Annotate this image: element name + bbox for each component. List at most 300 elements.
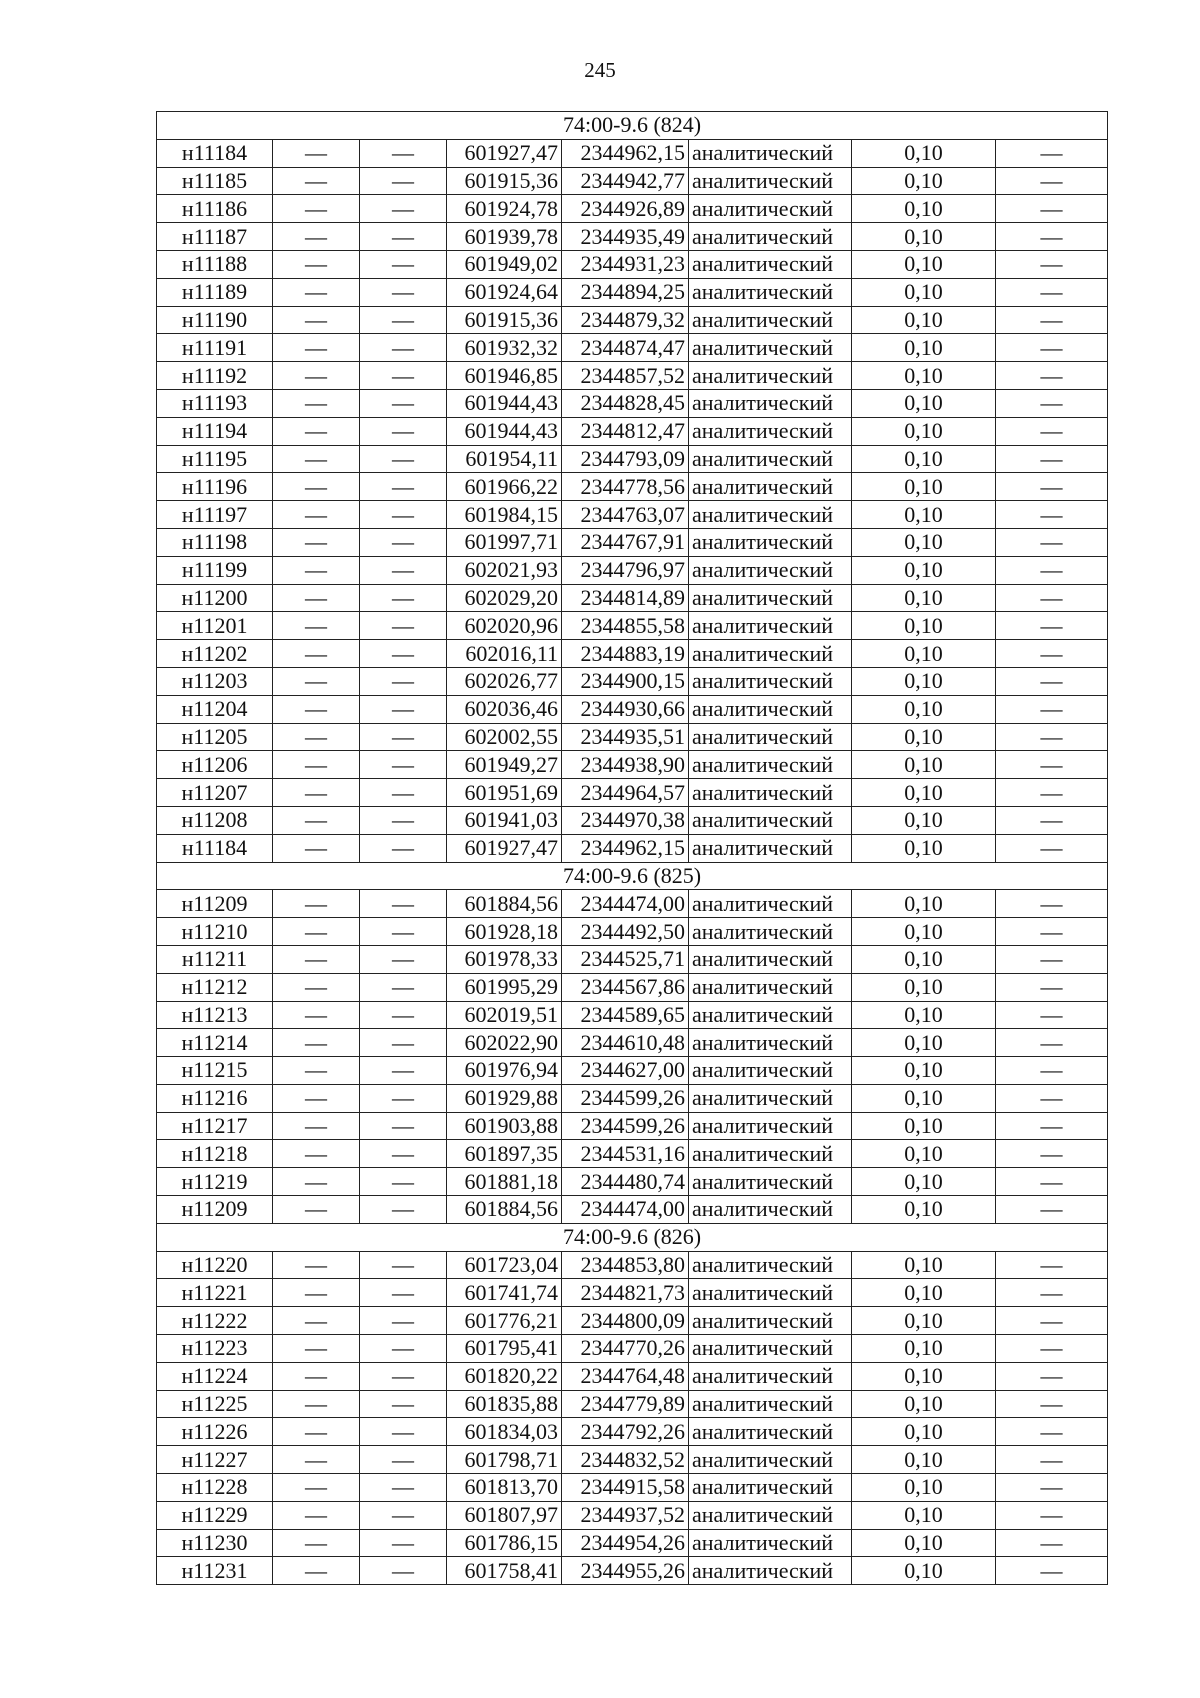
description-cell: — [996,779,1108,807]
point-name-cell: н11198 [157,528,273,556]
old-y-cell: — [360,640,447,668]
point-name-cell: н11190 [157,306,273,334]
table-row [157,1168,1108,1196]
accuracy-cell: 0,10 [852,1557,996,1585]
y-coordinate-cell: 2344935,51 [562,723,689,751]
old-x-cell: — [273,501,360,529]
x-coordinate-cell: 601834,03 [447,1418,562,1446]
old-x-cell: — [273,667,360,695]
old-y-cell: — [360,806,447,834]
old-x-cell: — [273,1362,360,1390]
method-cell: аналитический [689,1029,852,1057]
old-x-cell: — [273,1557,360,1585]
point-name-cell: н11207 [157,779,273,807]
table-row [157,417,1108,445]
table-row [157,640,1108,668]
method-cell: аналитический [689,1084,852,1112]
old-y-cell: — [360,1251,447,1279]
x-coordinate-cell: 601995,29 [447,973,562,1001]
x-coordinate-cell: 601897,35 [447,1140,562,1168]
table-row [157,945,1108,973]
point-name-cell: н11199 [157,556,273,584]
accuracy-cell: 0,10 [852,223,996,251]
y-coordinate-cell: 2344796,97 [562,556,689,584]
description-cell: — [996,362,1108,390]
x-coordinate-cell: 601929,88 [447,1084,562,1112]
x-coordinate-cell: 601835,88 [447,1390,562,1418]
y-coordinate-cell: 2344474,00 [562,1196,689,1224]
old-x-cell: — [273,1390,360,1418]
table-row [157,1112,1108,1140]
old-y-cell: — [360,779,447,807]
old-y-cell: — [360,167,447,195]
old-y-cell: — [360,1529,447,1557]
x-coordinate-cell: 601795,41 [447,1335,562,1363]
y-coordinate-cell: 2344492,50 [562,918,689,946]
old-x-cell: — [273,167,360,195]
old-x-cell: — [273,918,360,946]
old-y-cell: — [360,1112,447,1140]
table-row [157,1196,1108,1224]
y-coordinate-cell: 2344793,09 [562,445,689,473]
x-coordinate-cell: 601884,56 [447,1196,562,1224]
old-y-cell: — [360,1057,447,1085]
x-coordinate-cell: 602036,46 [447,695,562,723]
method-cell: аналитический [689,528,852,556]
point-name-cell: н11230 [157,1529,273,1557]
table-row [157,1140,1108,1168]
x-coordinate-cell: 601944,43 [447,389,562,417]
point-name-cell: н11209 [157,890,273,918]
old-y-cell: — [360,417,447,445]
point-name-cell: н11228 [157,1474,273,1502]
old-x-cell: — [273,612,360,640]
old-y-cell: — [360,890,447,918]
old-x-cell: — [273,278,360,306]
method-cell: аналитический [689,584,852,612]
description-cell: — [996,945,1108,973]
x-coordinate-cell: 601984,15 [447,501,562,529]
accuracy-cell: 0,10 [852,890,996,918]
accuracy-cell: 0,10 [852,640,996,668]
accuracy-cell: 0,10 [852,973,996,1001]
point-name-cell: н11206 [157,751,273,779]
method-cell: аналитический [689,1501,852,1529]
accuracy-cell: 0,10 [852,1279,996,1307]
y-coordinate-cell: 2344767,91 [562,528,689,556]
y-coordinate-cell: 2344894,25 [562,278,689,306]
point-name-cell: н11192 [157,362,273,390]
table-row [157,334,1108,362]
y-coordinate-cell: 2344926,89 [562,195,689,223]
point-name-cell: н11191 [157,334,273,362]
description-cell: — [996,334,1108,362]
method-cell: аналитический [689,417,852,445]
accuracy-cell: 0,10 [852,806,996,834]
x-coordinate-cell: 601884,56 [447,890,562,918]
y-coordinate-cell: 2344954,26 [562,1529,689,1557]
table-row [157,1057,1108,1085]
table-row [157,667,1108,695]
y-coordinate-cell: 2344480,74 [562,1168,689,1196]
x-coordinate-cell: 601881,18 [447,1168,562,1196]
accuracy-cell: 0,10 [852,584,996,612]
description-cell: — [996,1474,1108,1502]
y-coordinate-cell: 2344942,77 [562,167,689,195]
accuracy-cell: 0,10 [852,918,996,946]
accuracy-cell: 0,10 [852,1168,996,1196]
method-cell: аналитический [689,223,852,251]
x-coordinate-cell: 602019,51 [447,1001,562,1029]
accuracy-cell: 0,10 [852,1307,996,1335]
y-coordinate-cell: 2344828,45 [562,389,689,417]
table-row [157,501,1108,529]
method-cell: аналитический [689,334,852,362]
point-name-cell: н11227 [157,1446,273,1474]
y-coordinate-cell: 2344531,16 [562,1140,689,1168]
method-cell: аналитический [689,723,852,751]
description-cell: — [996,918,1108,946]
old-x-cell: — [273,389,360,417]
coordinates-table [156,111,1108,1585]
table-row [157,223,1108,251]
accuracy-cell: 0,10 [852,1335,996,1363]
old-x-cell: — [273,1112,360,1140]
x-coordinate-cell: 601915,36 [447,306,562,334]
accuracy-cell: 0,10 [852,167,996,195]
x-coordinate-cell: 601903,88 [447,1112,562,1140]
method-cell: аналитический [689,362,852,390]
old-x-cell: — [273,834,360,862]
method-cell: аналитический [689,473,852,501]
point-name-cell: н11204 [157,695,273,723]
method-cell: аналитический [689,556,852,584]
old-x-cell: — [273,1029,360,1057]
x-coordinate-cell: 601924,78 [447,195,562,223]
y-coordinate-cell: 2344792,26 [562,1418,689,1446]
y-coordinate-cell: 2344874,47 [562,334,689,362]
y-coordinate-cell: 2344599,26 [562,1084,689,1112]
description-cell: — [996,667,1108,695]
table-row [157,973,1108,1001]
table-row [157,278,1108,306]
description-cell: — [996,1501,1108,1529]
description-cell: — [996,1362,1108,1390]
old-y-cell: — [360,918,447,946]
old-y-cell: — [360,250,447,278]
x-coordinate-cell: 601951,69 [447,779,562,807]
method-cell: аналитический [689,139,852,167]
y-coordinate-cell: 2344770,26 [562,1335,689,1363]
accuracy-cell: 0,10 [852,473,996,501]
description-cell: — [996,1029,1108,1057]
old-x-cell: — [273,723,360,751]
point-name-cell: н11218 [157,1140,273,1168]
x-coordinate-cell: 601954,11 [447,445,562,473]
description-cell: — [996,1557,1108,1585]
point-name-cell: н11193 [157,389,273,417]
accuracy-cell: 0,10 [852,556,996,584]
point-name-cell: н11202 [157,640,273,668]
x-coordinate-cell: 601944,43 [447,417,562,445]
old-x-cell: — [273,1279,360,1307]
x-coordinate-cell: 602002,55 [447,723,562,751]
old-x-cell: — [273,584,360,612]
accuracy-cell: 0,10 [852,334,996,362]
point-name-cell: н11214 [157,1029,273,1057]
description-cell: — [996,695,1108,723]
old-y-cell: — [360,834,447,862]
y-coordinate-cell: 2344900,15 [562,667,689,695]
accuracy-cell: 0,10 [852,445,996,473]
method-cell: аналитический [689,1196,852,1224]
x-coordinate-cell: 601741,74 [447,1279,562,1307]
y-coordinate-cell: 2344779,89 [562,1390,689,1418]
old-x-cell: — [273,528,360,556]
method-cell: аналитический [689,1279,852,1307]
table-row [157,612,1108,640]
description-cell: — [996,167,1108,195]
method-cell: аналитический [689,890,852,918]
x-coordinate-cell: 601928,18 [447,918,562,946]
accuracy-cell: 0,10 [852,417,996,445]
table-row [157,751,1108,779]
old-x-cell: — [273,1196,360,1224]
old-x-cell: — [273,806,360,834]
accuracy-cell: 0,10 [852,779,996,807]
x-coordinate-cell: 602029,20 [447,584,562,612]
accuracy-cell: 0,10 [852,278,996,306]
old-x-cell: — [273,223,360,251]
table-row [157,556,1108,584]
x-coordinate-cell: 601927,47 [447,834,562,862]
old-y-cell: — [360,1196,447,1224]
old-y-cell: — [360,695,447,723]
old-x-cell: — [273,751,360,779]
table-row [157,1084,1108,1112]
y-coordinate-cell: 2344857,52 [562,362,689,390]
y-coordinate-cell: 2344937,52 [562,1501,689,1529]
point-name-cell: н11196 [157,473,273,501]
table-row [157,167,1108,195]
old-y-cell: — [360,1084,447,1112]
old-y-cell: — [360,195,447,223]
table-row [157,528,1108,556]
old-y-cell: — [360,306,447,334]
accuracy-cell: 0,10 [852,1251,996,1279]
old-y-cell: — [360,612,447,640]
point-name-cell: н11222 [157,1307,273,1335]
old-x-cell: — [273,973,360,1001]
old-x-cell: — [273,1307,360,1335]
old-y-cell: — [360,723,447,751]
method-cell: аналитический [689,389,852,417]
point-name-cell: н11221 [157,1279,273,1307]
old-y-cell: — [360,1140,447,1168]
y-coordinate-cell: 2344525,71 [562,945,689,973]
point-name-cell: н11184 [157,139,273,167]
x-coordinate-cell: 601966,22 [447,473,562,501]
y-coordinate-cell: 2344962,15 [562,834,689,862]
old-y-cell: — [360,1474,447,1502]
accuracy-cell: 0,10 [852,1196,996,1224]
point-name-cell: н11203 [157,667,273,695]
method-cell: аналитический [689,501,852,529]
table-row [157,1001,1108,1029]
old-x-cell: — [273,250,360,278]
old-y-cell: — [360,667,447,695]
method-cell: аналитический [689,640,852,668]
table-row [157,389,1108,417]
page-number: 245 [584,58,616,82]
y-coordinate-cell: 2344962,15 [562,139,689,167]
old-y-cell: — [360,1279,447,1307]
x-coordinate-cell: 601997,71 [447,528,562,556]
x-coordinate-cell: 601820,22 [447,1362,562,1390]
old-x-cell: — [273,1001,360,1029]
old-x-cell: — [273,306,360,334]
table-row [157,1362,1108,1390]
description-cell: — [996,890,1108,918]
old-y-cell: — [360,1362,447,1390]
method-cell: аналитический [689,1474,852,1502]
x-coordinate-cell: 601786,15 [447,1529,562,1557]
description-cell: — [996,1307,1108,1335]
y-coordinate-cell: 2344855,58 [562,612,689,640]
x-coordinate-cell: 601946,85 [447,362,562,390]
accuracy-cell: 0,10 [852,667,996,695]
accuracy-cell: 0,10 [852,1029,996,1057]
point-name-cell: н11224 [157,1362,273,1390]
old-y-cell: — [360,389,447,417]
method-cell: аналитический [689,1307,852,1335]
accuracy-cell: 0,10 [852,751,996,779]
method-cell: аналитический [689,1418,852,1446]
table-row [157,1279,1108,1307]
old-x-cell: — [273,473,360,501]
point-name-cell: н11213 [157,1001,273,1029]
description-cell: — [996,1335,1108,1363]
y-coordinate-cell: 2344821,73 [562,1279,689,1307]
method-cell: аналитический [689,834,852,862]
description-cell: — [996,1084,1108,1112]
accuracy-cell: 0,10 [852,501,996,529]
y-coordinate-cell: 2344935,49 [562,223,689,251]
old-y-cell: — [360,223,447,251]
x-coordinate-cell: 601924,64 [447,278,562,306]
y-coordinate-cell: 2344938,90 [562,751,689,779]
old-y-cell: — [360,945,447,973]
old-x-cell: — [273,1057,360,1085]
method-cell: аналитический [689,306,852,334]
old-x-cell: — [273,945,360,973]
description-cell: — [996,751,1108,779]
x-coordinate-cell: 601949,02 [447,250,562,278]
y-coordinate-cell: 2344778,56 [562,473,689,501]
description-cell: — [996,640,1108,668]
x-coordinate-cell: 601758,41 [447,1557,562,1585]
y-coordinate-cell: 2344931,23 [562,250,689,278]
old-y-cell: — [360,278,447,306]
method-cell: аналитический [689,1251,852,1279]
method-cell: аналитический [689,918,852,946]
point-name-cell: н11226 [157,1418,273,1446]
description-cell: — [996,1168,1108,1196]
accuracy-cell: 0,10 [852,1057,996,1085]
old-x-cell: — [273,1418,360,1446]
x-coordinate-cell: 601939,78 [447,223,562,251]
method-cell: аналитический [689,167,852,195]
old-x-cell: — [273,445,360,473]
method-cell: аналитический [689,779,852,807]
method-cell: аналитический [689,445,852,473]
accuracy-cell: 0,10 [852,139,996,167]
table-row [157,1446,1108,1474]
old-y-cell: — [360,362,447,390]
accuracy-cell: 0,10 [852,389,996,417]
method-cell: аналитический [689,1529,852,1557]
section-title: 74:00-9.6 (826) [157,1223,1108,1251]
old-y-cell: — [360,528,447,556]
method-cell: аналитический [689,1390,852,1418]
description-cell: — [996,1140,1108,1168]
accuracy-cell: 0,10 [852,1390,996,1418]
old-y-cell: — [360,1029,447,1057]
section-header-row [157,862,1108,890]
old-x-cell: — [273,1529,360,1557]
method-cell: аналитический [689,806,852,834]
old-y-cell: — [360,1001,447,1029]
old-x-cell: — [273,1251,360,1279]
description-cell: — [996,1196,1108,1224]
accuracy-cell: 0,10 [852,306,996,334]
table-row [157,1501,1108,1529]
old-y-cell: — [360,1418,447,1446]
section-title: 74:00-9.6 (824) [157,112,1108,140]
y-coordinate-cell: 2344832,52 [562,1446,689,1474]
y-coordinate-cell: 2344970,38 [562,806,689,834]
method-cell: аналитический [689,1057,852,1085]
old-x-cell: — [273,890,360,918]
table-row [157,1529,1108,1557]
method-cell: аналитический [689,1446,852,1474]
x-coordinate-cell: 601932,32 [447,334,562,362]
table-row [157,584,1108,612]
table-row [157,890,1108,918]
description-cell: — [996,306,1108,334]
table-row [157,1418,1108,1446]
old-y-cell: — [360,1390,447,1418]
y-coordinate-cell: 2344800,09 [562,1307,689,1335]
description-cell: — [996,1390,1108,1418]
old-x-cell: — [273,1474,360,1502]
accuracy-cell: 0,10 [852,834,996,862]
x-coordinate-cell: 601798,71 [447,1446,562,1474]
old-x-cell: — [273,139,360,167]
table-row [157,250,1108,278]
x-coordinate-cell: 601807,97 [447,1501,562,1529]
table-row [157,362,1108,390]
method-cell: аналитический [689,973,852,1001]
old-x-cell: — [273,779,360,807]
point-name-cell: н11188 [157,250,273,278]
point-name-cell: н11195 [157,445,273,473]
description-cell: — [996,973,1108,1001]
x-coordinate-cell: 601978,33 [447,945,562,973]
point-name-cell: н11185 [157,167,273,195]
description-cell: — [996,250,1108,278]
x-coordinate-cell: 602022,90 [447,1029,562,1057]
